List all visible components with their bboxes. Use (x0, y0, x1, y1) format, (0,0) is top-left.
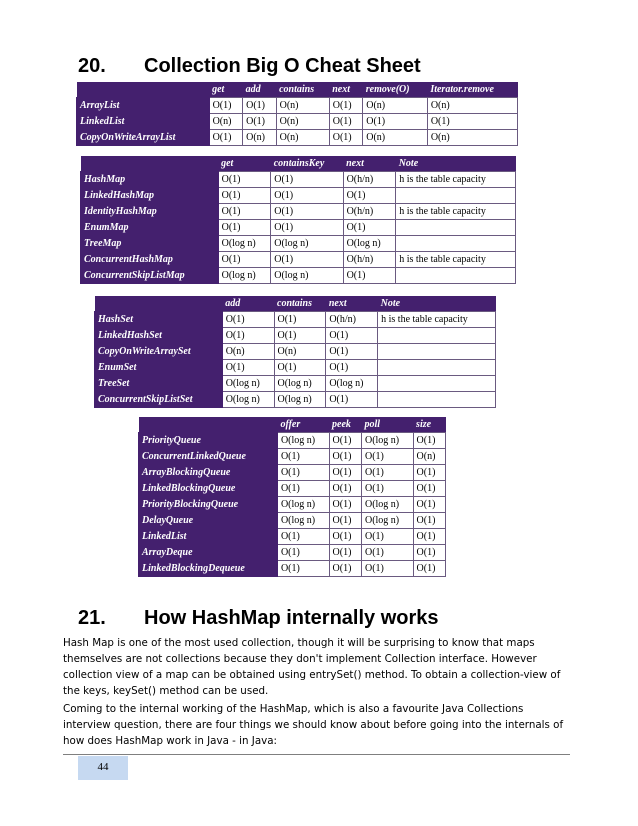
complexity-cell: O(1) (271, 188, 343, 204)
complexity-cell: O(log n) (274, 392, 326, 408)
column-header: Iterator.remove (427, 82, 517, 98)
complexity-cell: O(n) (427, 130, 517, 146)
table-row (139, 481, 446, 497)
complexity-cell: O(1) (427, 114, 517, 130)
column-header: next (329, 82, 363, 98)
collection-name-cell: CopyOnWriteArrayList (77, 130, 210, 146)
collection-name-cell: LinkedHashSet (95, 328, 223, 344)
complexity-cell: O(1) (218, 220, 271, 236)
complexity-cell: O(log n) (218, 236, 271, 252)
complexity-cell: h is the table capacity (396, 204, 516, 220)
column-header: size (413, 417, 445, 433)
complexity-cell: O(1) (271, 220, 343, 236)
complexity-cell: O(1) (271, 204, 343, 220)
complexity-cell: O(1) (271, 252, 343, 268)
table-header-row (81, 156, 516, 172)
column-header: Note (378, 296, 496, 312)
column-header: next (343, 156, 396, 172)
complexity-cell: O(1) (361, 561, 413, 577)
complexity-cell (378, 376, 496, 392)
complexity-cell: O(1) (329, 497, 361, 513)
complexity-cell: O(1) (413, 545, 445, 561)
table-header-row (95, 296, 496, 312)
complexity-cell: O(1) (277, 449, 329, 465)
table-row (139, 497, 446, 513)
complexity-cell: O(1) (222, 328, 274, 344)
complexity-cell: O(1) (329, 449, 361, 465)
table-row (139, 433, 446, 449)
table-row (95, 328, 496, 344)
complexity-cell: O(log n) (361, 497, 413, 513)
complexity-cell: O(log n) (277, 433, 329, 449)
complexity-cell: O(n) (274, 344, 326, 360)
column-header: peek (329, 417, 361, 433)
collection-name-cell: ConcurrentHashMap (81, 252, 219, 268)
complexity-cell: O(h/n) (343, 252, 396, 268)
collection-name-cell: ConcurrentSkipListSet (95, 392, 223, 408)
complexity-cell: O(1) (326, 360, 378, 376)
complexity-cell: O(1) (274, 360, 326, 376)
column-header: contains (276, 82, 329, 98)
section-20-heading (78, 55, 421, 78)
collection-name-cell: ConcurrentSkipListMap (81, 268, 219, 284)
table-row (139, 529, 446, 545)
table-row (95, 376, 496, 392)
complexity-cell: O(1) (277, 481, 329, 497)
complexity-cell: O(1) (329, 561, 361, 577)
complexity-cell: O(1) (218, 172, 271, 188)
complexity-cell: O(log n) (271, 236, 343, 252)
complexity-cell: h is the table capacity (396, 252, 516, 268)
complexity-cell: O(1) (329, 529, 361, 545)
complexity-cell: O(n) (276, 98, 329, 114)
collection-name-cell: TreeSet (95, 376, 223, 392)
complexity-cell: O(1) (361, 545, 413, 561)
complexity-cell: O(h/n) (326, 312, 378, 328)
footer-divider (63, 754, 570, 755)
complexity-cell: O(1) (277, 545, 329, 561)
complexity-cell: O(log n) (222, 376, 274, 392)
map-complexity-table (80, 156, 516, 284)
column-header: add (243, 82, 277, 98)
table-row (81, 236, 516, 252)
table-corner-cell (95, 296, 223, 312)
collection-name-cell: PriorityBlockingQueue (139, 497, 278, 513)
table-corner-cell (139, 417, 278, 433)
column-header: offer (277, 417, 329, 433)
complexity-cell: O(1) (329, 114, 363, 130)
complexity-cell: O(1) (361, 481, 413, 497)
complexity-cell: O(1) (329, 98, 363, 114)
table-row (81, 188, 516, 204)
complexity-cell: O(1) (218, 204, 271, 220)
section-20-title: Collection Big O Cheat Sheet (144, 55, 421, 77)
section-20-number: 20. (78, 55, 106, 77)
table-row (81, 204, 516, 220)
table-header-row (139, 417, 446, 433)
complexity-cell: O(log n) (277, 513, 329, 529)
complexity-cell: O(log n) (277, 497, 329, 513)
collection-name-cell: ArrayDeque (139, 545, 278, 561)
complexity-cell (396, 236, 516, 252)
complexity-cell: O(1) (243, 98, 277, 114)
collection-name-cell: TreeMap (81, 236, 219, 252)
complexity-cell: O(1) (218, 252, 271, 268)
complexity-cell: O(1) (361, 449, 413, 465)
complexity-cell: O(1) (329, 481, 361, 497)
collection-name-cell: LinkedList (77, 114, 210, 130)
table-row (77, 98, 518, 114)
column-header: get (209, 82, 243, 98)
collection-name-cell: ConcurrentLinkedQueue (139, 449, 278, 465)
complexity-cell: O(n) (243, 130, 277, 146)
complexity-cell: O(log n) (271, 268, 343, 284)
table-row (95, 360, 496, 376)
complexity-cell: O(1) (274, 312, 326, 328)
complexity-cell: O(1) (361, 465, 413, 481)
complexity-cell: O(1) (271, 172, 343, 188)
table-row (77, 130, 518, 146)
complexity-cell: h is the table capacity (396, 172, 516, 188)
complexity-cell: O(n) (222, 344, 274, 360)
table-row (95, 344, 496, 360)
complexity-cell: O(1) (343, 188, 396, 204)
collection-name-cell: LinkedBlockingQueue (139, 481, 278, 497)
complexity-cell: O(1) (326, 344, 378, 360)
column-header: Note (396, 156, 516, 172)
complexity-cell: O(n) (276, 114, 329, 130)
page-number: 44 (78, 756, 128, 780)
table-row (139, 465, 446, 481)
complexity-cell: O(1) (329, 130, 363, 146)
complexity-cell: O(1) (413, 497, 445, 513)
complexity-cell: O(1) (209, 130, 243, 146)
complexity-cell: O(1) (343, 220, 396, 236)
complexity-cell: O(log n) (274, 376, 326, 392)
complexity-cell: O(1) (209, 98, 243, 114)
complexity-cell: O(1) (413, 529, 445, 545)
complexity-cell: O(1) (361, 529, 413, 545)
collection-name-cell: EnumMap (81, 220, 219, 236)
queue-complexity-table (138, 417, 446, 577)
complexity-cell: O(n) (427, 98, 517, 114)
complexity-cell: O(1) (243, 114, 277, 130)
complexity-cell: O(1) (413, 561, 445, 577)
complexity-cell: O(1) (413, 481, 445, 497)
list-complexity-table (76, 82, 518, 146)
column-header: next (326, 296, 378, 312)
complexity-cell: O(1) (222, 360, 274, 376)
table-header-row (77, 82, 518, 98)
table-row (139, 449, 446, 465)
section-21-heading (78, 607, 439, 630)
complexity-cell: O(n) (363, 98, 428, 114)
complexity-cell: O(n) (209, 114, 243, 130)
collection-name-cell: LinkedList (139, 529, 278, 545)
collection-name-cell: EnumSet (95, 360, 223, 376)
complexity-cell: O(h/n) (343, 204, 396, 220)
complexity-cell: O(log n) (222, 392, 274, 408)
collection-name-cell: ArrayBlockingQueue (139, 465, 278, 481)
paragraph: Coming to the internal working of the HashMap, which is also a favourite Java Collections interview question, there are four things we should know about before going into the internals of how does HashMap work in Java - in Java: (63, 703, 564, 747)
complexity-cell: O(n) (413, 449, 445, 465)
table-row (81, 220, 516, 236)
complexity-cell: O(1) (277, 465, 329, 481)
complexity-cell: O(1) (363, 114, 428, 130)
column-header: contains (274, 296, 326, 312)
collection-name-cell: HashMap (81, 172, 219, 188)
collection-name-cell: DelayQueue (139, 513, 278, 529)
column-header: remove(O) (363, 82, 428, 98)
complexity-cell: O(1) (329, 513, 361, 529)
complexity-cell (378, 344, 496, 360)
set-complexity-table (94, 296, 496, 408)
complexity-cell: O(1) (218, 188, 271, 204)
complexity-cell: O(log n) (326, 376, 378, 392)
column-header: get (218, 156, 271, 172)
collection-name-cell: CopyOnWriteArraySet (95, 344, 223, 360)
column-header: poll (361, 417, 413, 433)
complexity-cell: O(n) (363, 130, 428, 146)
complexity-cell: O(log n) (343, 236, 396, 252)
table-row (95, 392, 496, 408)
collection-name-cell: LinkedHashMap (81, 188, 219, 204)
complexity-cell: O(log n) (361, 433, 413, 449)
complexity-cell: O(1) (329, 465, 361, 481)
complexity-cell (396, 188, 516, 204)
complexity-cell (396, 268, 516, 284)
complexity-cell: O(log n) (218, 268, 271, 284)
complexity-cell: O(1) (326, 328, 378, 344)
table-row (81, 172, 516, 188)
section-21-number: 21. (78, 607, 106, 629)
complexity-cell (378, 328, 496, 344)
collection-name-cell: PriorityQueue (139, 433, 278, 449)
complexity-cell: O(1) (326, 392, 378, 408)
complexity-cell: O(1) (222, 312, 274, 328)
table-row (139, 561, 446, 577)
complexity-cell: O(1) (277, 561, 329, 577)
paragraph: Hash Map is one of the most used collection, though it will be surprising to know that maps themselves are not collections because they don't implement Collection interface. However collection view of a map can be obtained using entrySet() method. To obtain a collection-view of the keys, keySet() method can be used. (63, 637, 561, 697)
complexity-cell: O(1) (329, 433, 361, 449)
table-corner-cell (77, 82, 210, 98)
complexity-cell: O(1) (277, 529, 329, 545)
complexity-cell: O(1) (329, 545, 361, 561)
collection-name-cell: IdentityHashMap (81, 204, 219, 220)
complexity-cell (378, 360, 496, 376)
complexity-cell: O(h/n) (343, 172, 396, 188)
column-header: add (222, 296, 274, 312)
complexity-cell (378, 392, 496, 408)
complexity-cell (396, 220, 516, 236)
collection-name-cell: ArrayList (77, 98, 210, 114)
complexity-cell: O(1) (413, 433, 445, 449)
collection-name-cell: HashSet (95, 312, 223, 328)
complexity-cell: h is the table capacity (378, 312, 496, 328)
table-row (139, 545, 446, 561)
table-row (77, 114, 518, 130)
table-row (81, 268, 516, 284)
table-row (81, 252, 516, 268)
collection-name-cell: LinkedBlockingDequeue (139, 561, 278, 577)
complexity-cell: O(n) (276, 130, 329, 146)
complexity-cell: O(log n) (361, 513, 413, 529)
column-header: containsKey (271, 156, 343, 172)
complexity-cell: O(1) (274, 328, 326, 344)
complexity-cell: O(1) (413, 513, 445, 529)
complexity-cell: O(1) (413, 465, 445, 481)
table-row (139, 513, 446, 529)
complexity-cell: O(1) (343, 268, 396, 284)
table-corner-cell (81, 156, 219, 172)
section-21-title: How HashMap internally works (144, 607, 439, 629)
table-row (95, 312, 496, 328)
